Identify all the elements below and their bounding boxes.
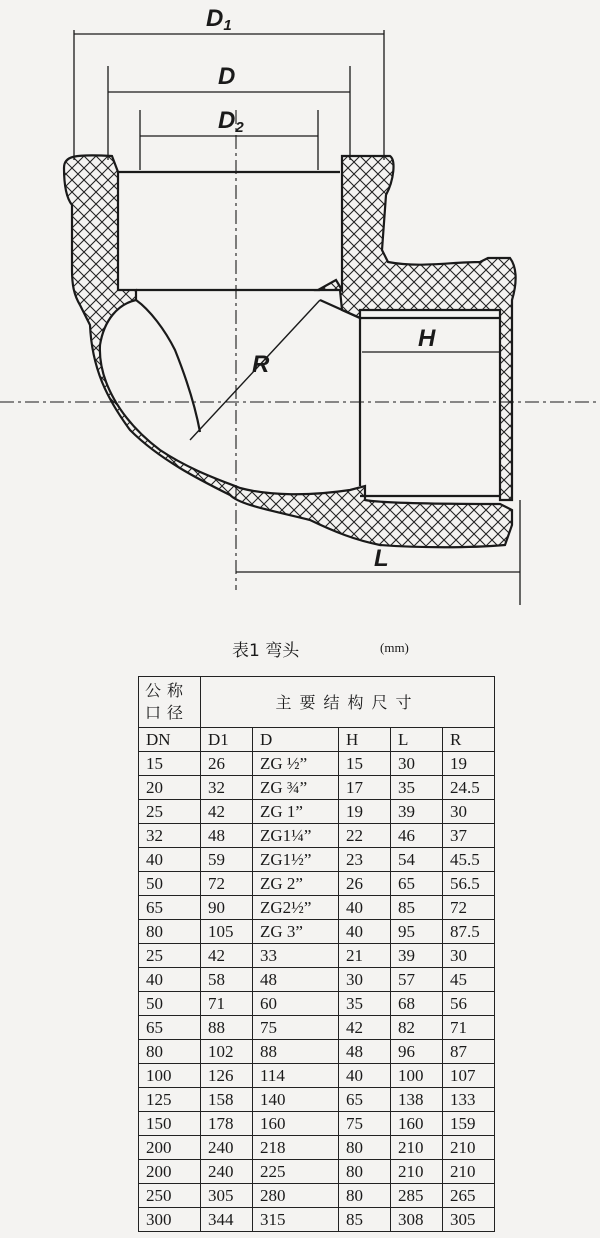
table-cell: 87.5 [443,920,495,944]
table-cell: 178 [201,1112,253,1136]
table-row [139,1184,495,1208]
table-cell: 160 [391,1112,443,1136]
table-cell: 42 [201,800,253,824]
header-nominal-diameter: 公称口径 [139,677,201,728]
elbow-wall-right [318,156,516,500]
table-cell: 26 [201,752,253,776]
table-cell: 87 [443,1040,495,1064]
table-cell: 95 [391,920,443,944]
table-cell: 140 [253,1088,339,1112]
table-cell: 100 [139,1064,201,1088]
table-cell: 126 [201,1064,253,1088]
table-cell: 160 [253,1112,339,1136]
table-cell: 45.5 [443,848,495,872]
table-cell: 114 [253,1064,339,1088]
table-cell: 40 [339,896,391,920]
table-cell: 24.5 [443,776,495,800]
table-cell: 48 [339,1040,391,1064]
table-row [139,1040,495,1064]
table-cell: 30 [443,800,495,824]
table-row [139,1136,495,1160]
table-cell: 17 [339,776,391,800]
table-cell: 23 [339,848,391,872]
table-cell: 48 [201,824,253,848]
table-row [139,1208,495,1232]
table-cell: 218 [253,1136,339,1160]
table-cell: 57 [391,968,443,992]
table-cell: 105 [201,920,253,944]
table-row [139,872,495,896]
table-cell: 65 [139,896,201,920]
table-cell: 71 [201,992,253,1016]
table-cell: 15 [139,752,201,776]
table-cell: ZG1½” [253,848,339,872]
table-cell: 150 [139,1112,201,1136]
table-cell: 25 [139,944,201,968]
table-cell: ZG2½” [253,896,339,920]
table-cell: 159 [443,1112,495,1136]
dimension-table [138,676,495,1232]
table-cell: 133 [443,1088,495,1112]
label-d: D [218,63,236,90]
column-header: DN [139,728,201,752]
table-cell: 80 [339,1184,391,1208]
table-cell: 35 [391,776,443,800]
table-row [139,1112,495,1136]
table-cell: 75 [339,1112,391,1136]
table-row [139,1160,495,1184]
table-cell: 71 [443,1016,495,1040]
table-row [139,968,495,992]
table-cell: 42 [339,1016,391,1040]
table-cell: 15 [339,752,391,776]
table-cell: 25 [139,800,201,824]
column-header: H [339,728,391,752]
table-cell: ZG1¼” [253,824,339,848]
table-cell: 125 [139,1088,201,1112]
table-row [139,1064,495,1088]
table-cell: 39 [391,944,443,968]
table-title: 表1 弯头 [232,641,300,661]
table-cell: 30 [443,944,495,968]
table-cell: 210 [443,1136,495,1160]
table-cell: 59 [201,848,253,872]
table-cell: 50 [139,992,201,1016]
table-cell: 300 [139,1208,201,1232]
table-cell: 80 [339,1136,391,1160]
table-cell: 250 [139,1184,201,1208]
table-row [139,1016,495,1040]
table-cell: 305 [443,1208,495,1232]
table-cell: 285 [391,1184,443,1208]
table-cell: 240 [201,1160,253,1184]
table-cell: 210 [391,1136,443,1160]
table-cell: 48 [253,968,339,992]
table-cell: 90 [201,896,253,920]
table-cell: 26 [339,872,391,896]
table-cell: 80 [339,1160,391,1184]
group-header-row [139,677,495,728]
table-cell: 60 [253,992,339,1016]
table-cell: 40 [139,848,201,872]
table-cell: 19 [339,800,391,824]
table-cell: 19 [443,752,495,776]
table-cell: 102 [201,1040,253,1064]
table-cell: 100 [391,1064,443,1088]
label-d2: D2 [218,107,244,136]
header-main-dimensions: 主要结构尺寸 [201,677,495,728]
table-cell: 88 [253,1040,339,1064]
table-cell: 158 [201,1088,253,1112]
table-cell: ZG 2” [253,872,339,896]
table-row [139,776,495,800]
table-cell: 46 [391,824,443,848]
table-cell: 54 [391,848,443,872]
table-cell: 138 [391,1088,443,1112]
table-cell: 308 [391,1208,443,1232]
table-cell: 240 [201,1136,253,1160]
table-cell: ZG ½” [253,752,339,776]
table-cell: 82 [391,1016,443,1040]
table-cell: ZG ¾” [253,776,339,800]
table-row [139,800,495,824]
table-row [139,992,495,1016]
column-header: D1 [201,728,253,752]
table-cell: ZG 1” [253,800,339,824]
table-cell: 39 [391,800,443,824]
table-cell: ZG 3” [253,920,339,944]
table-cell: 56 [443,992,495,1016]
table-cell: 85 [339,1208,391,1232]
column-header: L [391,728,443,752]
table-cell: 315 [253,1208,339,1232]
table-cell: 96 [391,1040,443,1064]
table-cell: 225 [253,1160,339,1184]
table-cell: 65 [391,872,443,896]
table-cell: 80 [139,920,201,944]
table-cell: 88 [201,1016,253,1040]
table-cell: 344 [201,1208,253,1232]
table-cell: 40 [339,1064,391,1088]
column-header: D [253,728,339,752]
label-l: L [374,545,389,572]
column-header: R [443,728,495,752]
table-cell: 45 [443,968,495,992]
column-header-row [139,728,495,752]
table-row [139,752,495,776]
table-caption [0,636,600,660]
table-cell: 265 [443,1184,495,1208]
table-cell: 21 [339,944,391,968]
table-cell: 210 [443,1160,495,1184]
elbow-wall-left [64,155,512,547]
table-cell: 22 [339,824,391,848]
table-cell: 37 [443,824,495,848]
table-row [139,944,495,968]
table-cell: 58 [201,968,253,992]
table-cell: 42 [201,944,253,968]
label-h: H [418,325,436,352]
table-cell: 75 [253,1016,339,1040]
table-cell: 210 [391,1160,443,1184]
table-cell: 280 [253,1184,339,1208]
table-cell: 200 [139,1160,201,1184]
table-cell: 85 [391,896,443,920]
table-cell: 40 [139,968,201,992]
table-cell: 40 [339,920,391,944]
table-cell: 80 [139,1040,201,1064]
table-cell: 107 [443,1064,495,1088]
table-cell: 32 [139,824,201,848]
table-cell: 30 [391,752,443,776]
table-cell: 20 [139,776,201,800]
table-row [139,848,495,872]
table-cell: 200 [139,1136,201,1160]
table-cell: 72 [201,872,253,896]
table-cell: 30 [339,968,391,992]
label-r: R [252,351,270,378]
table-row [139,1088,495,1112]
table-row [139,824,495,848]
table-cell: 35 [339,992,391,1016]
table-cell: 68 [391,992,443,1016]
table-row [139,896,495,920]
table-cell: 72 [443,896,495,920]
table-cell: 305 [201,1184,253,1208]
table-cell: 65 [139,1016,201,1040]
table-cell: 50 [139,872,201,896]
table-cell: 65 [339,1088,391,1112]
label-d1: D1 [206,5,232,34]
table-unit: (mm) [380,640,409,655]
table-cell: 33 [253,944,339,968]
table-cell: 32 [201,776,253,800]
table-row [139,920,495,944]
table-cell: 56.5 [443,872,495,896]
